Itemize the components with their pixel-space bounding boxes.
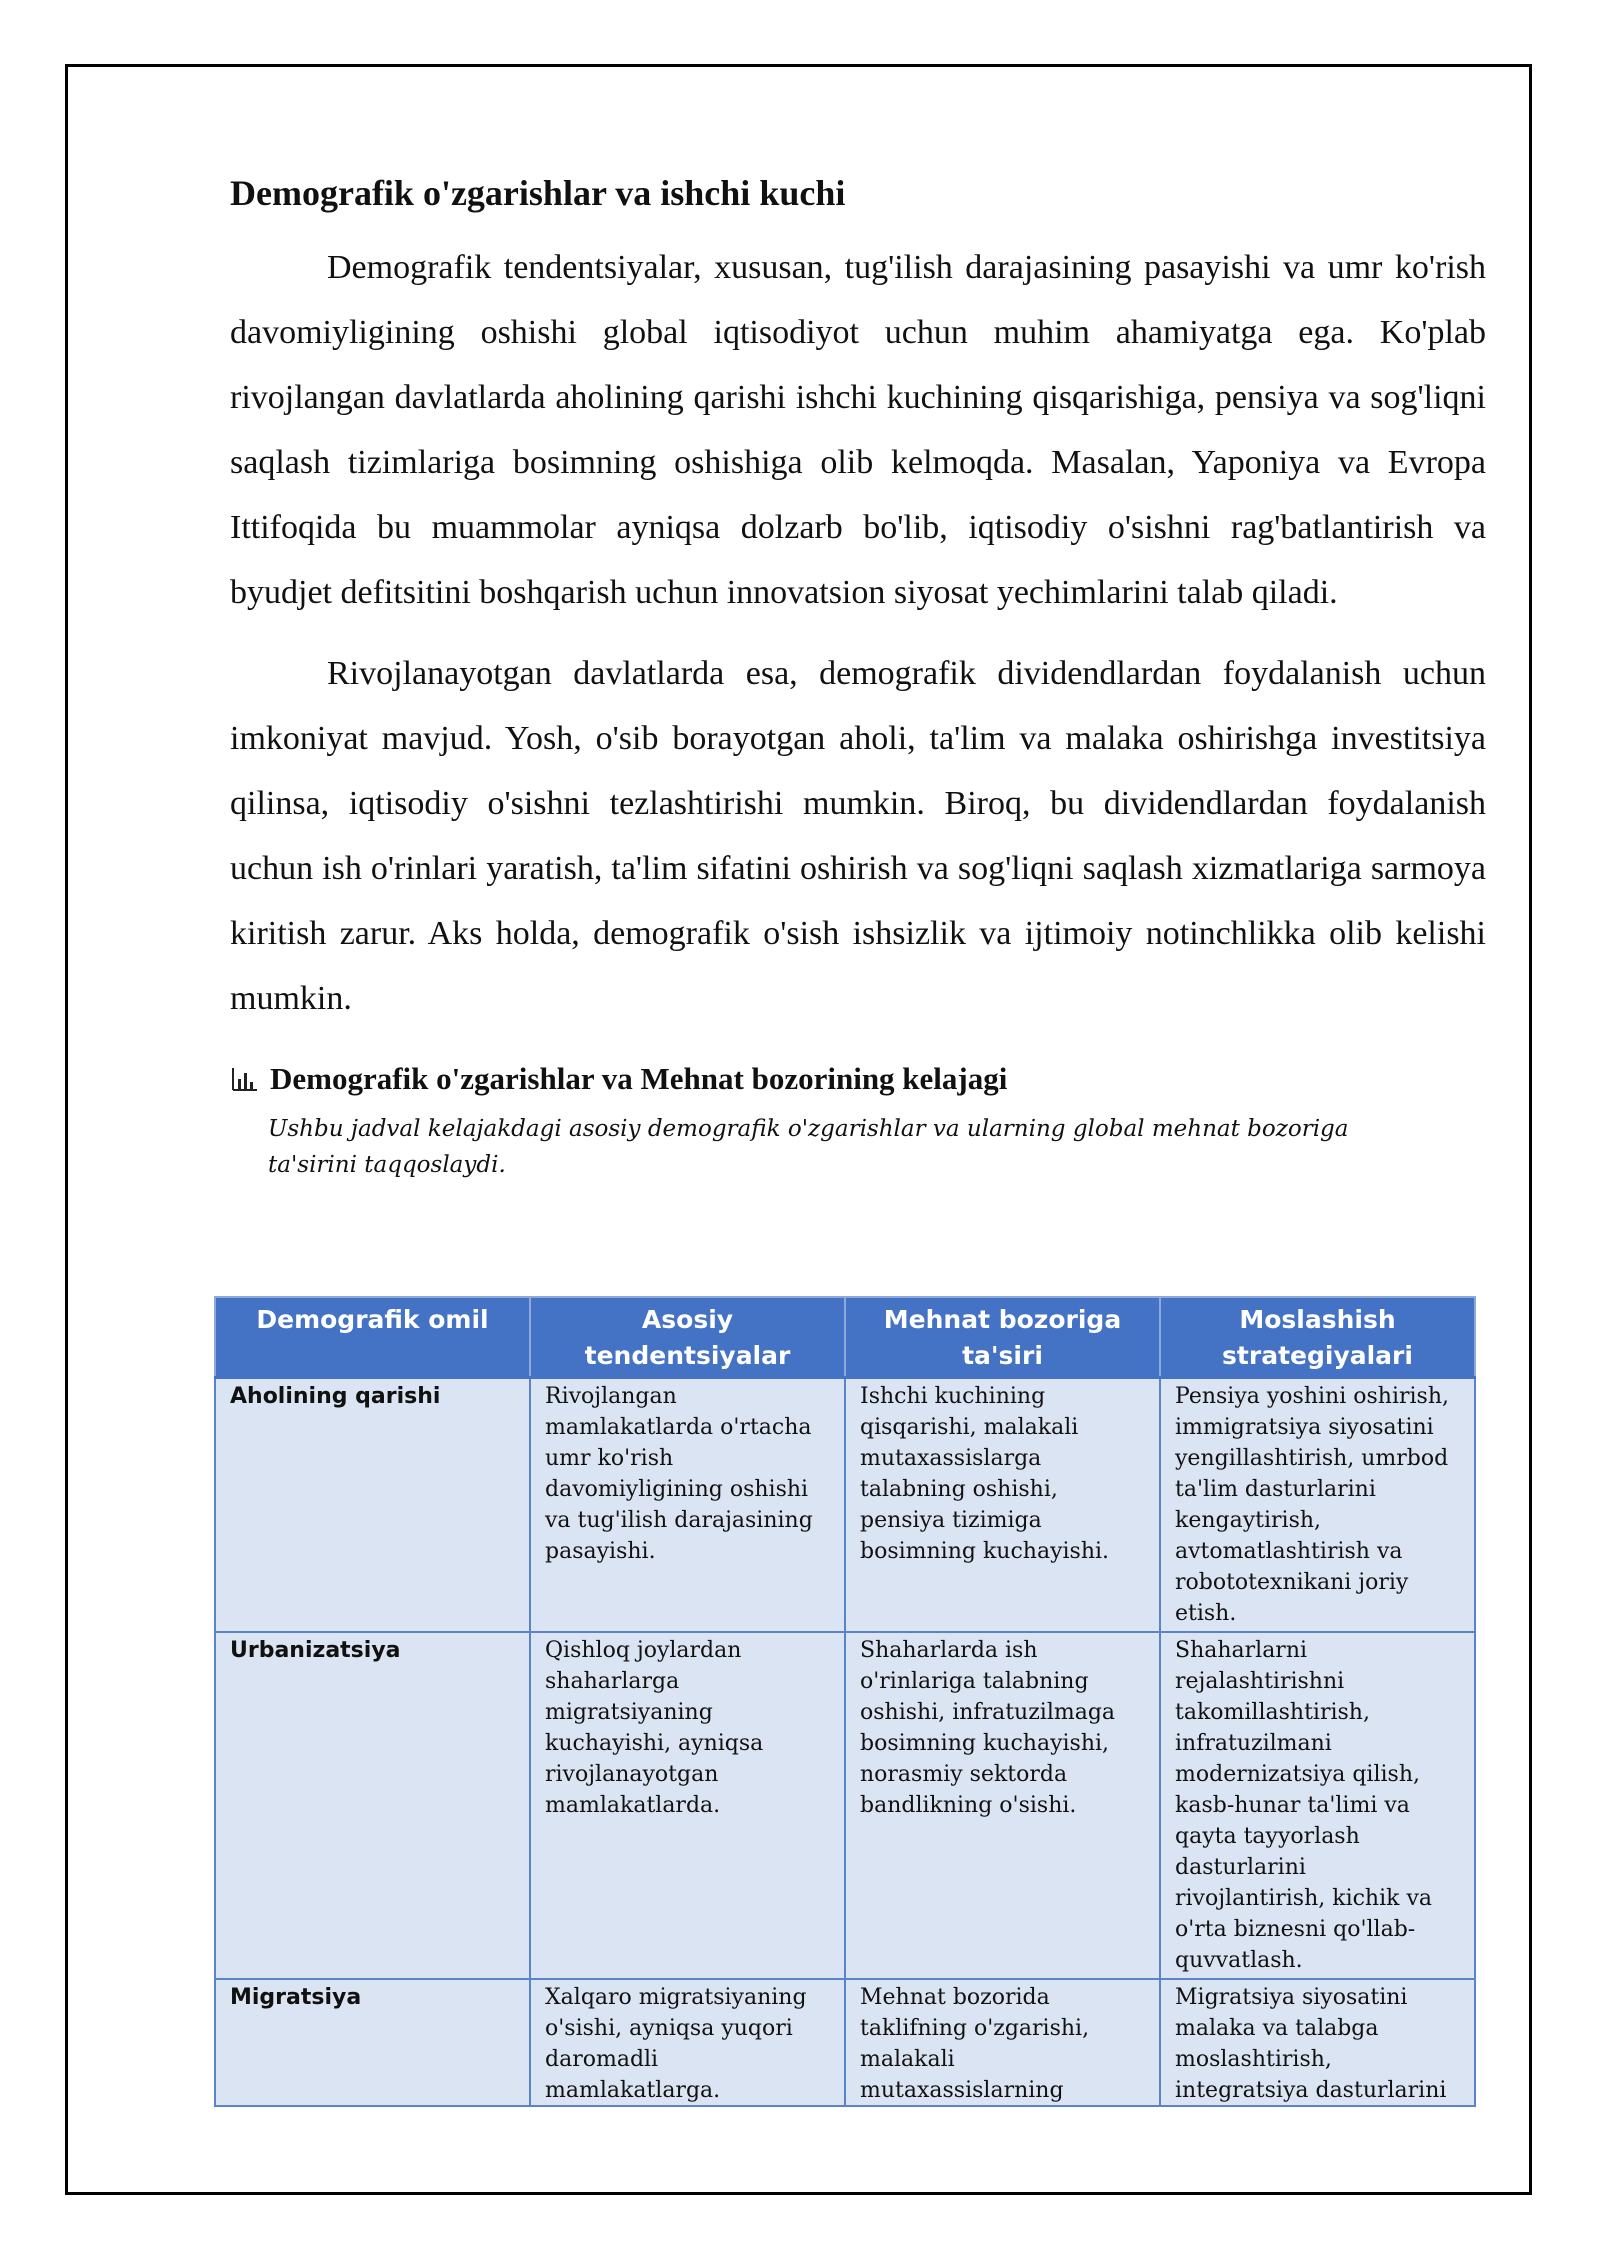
cell-text: Xalqaro migratsiyaning o'sishi, ayniqsa yuqori daromadli mamlakatlarga. <box>545 1985 807 2103</box>
table-cell: Shaharlarda ish o'rinlariga talabning oshishi, infratuzilmaga bosimning kuchayishi, norasmiy sektorda bandlikning o'sishi. <box>845 1632 1160 1979</box>
table-cell <box>1160 1979 1475 2106</box>
table-header-row <box>215 1297 1475 1378</box>
table-row <box>215 1979 1475 2106</box>
cell-text: Mehnat bozorida taklifning o'zgarishi, malakali mutaxassislarning <box>860 1985 1090 2103</box>
cell-text: Migratsiya <box>230 1985 362 2010</box>
header-cell: Demografik omil <box>215 1297 530 1378</box>
header-cell: Moslashish strategiyalari <box>1160 1297 1475 1378</box>
document-body <box>230 172 1486 1183</box>
paragraph-2: Rivojlanayotgan davlatlarda esa, demografik dividendlardan foydalanish uchun imkoniyat mavjud. Yosh, o'sib borayotgan aholi, ta'lim va malaka oshirishga investitsiya qilinsa, iqtisodiy o'sishni tezlashtirishi mumkin. Biroq, bu dividendlardan foydalanish uchun ish o'rinlari yaratish, ta'lim sifatini oshirish va sog'liqni saqlash xizmatlariga sarmoya kiritish zarur. Aks holda, demografik o'sish ishsizlik va ijtimoiy notinchlikka olib kelishi mumkin. <box>230 655 1486 1018</box>
table-row <box>215 1378 1475 1633</box>
table-cell: Rivojlangan mamlakatlarda o'rtacha umr ko'rish davomiyligining oshishi va tug'ilish darajasining pasayishi. <box>530 1378 845 1633</box>
table-cell-factor <box>215 1979 530 2106</box>
header-cell: Asosiy tendentsiyalar <box>530 1297 845 1378</box>
table-cell: Ishchi kuchining qisqarishi, malakali mutaxassislarga talabning oshishi, pensiya tizimiga bosimning kuchayishi. <box>845 1378 1160 1633</box>
table-cell <box>845 1979 1160 2106</box>
table-cell: Shaharlarni rejalashtirishni takomillashtirish, infratuzilmani modernizatsiya qilish, kasb-hunar ta'limi va qayta tayyorlash dasturlarini rivojlantirish, kichik va o'rta biznesni qo'llab-quvvatlash. <box>1160 1632 1475 1979</box>
table-cell-factor: Urbanizatsiya <box>215 1632 530 1979</box>
table-cell: Pensiya yoshini oshirish, immigratsiya siyosatini yengillashtirish, umrbod ta'lim dasturlarini kengaytirish, avtomatlashtirish va robototexnikani joriy etish. <box>1160 1378 1475 1633</box>
table-caption: Ushbu jadval kelajakdagi asosiy demografik o'zgarishlar va ularning global mehnat bozoriga ta'sirini taqqoslaydi. <box>268 1116 1349 1179</box>
header-cell: Mehnat bozoriga ta'siri <box>845 1297 1160 1378</box>
table-cell <box>530 1979 845 2106</box>
bar-chart-icon <box>230 1065 258 1093</box>
table-title-text: Demografik o'zgarishlar va Mehnat bozorining kelajagi <box>270 1061 1008 1097</box>
paragraph-1: Demografik tendentsiyalar, xususan, tug'ilish darajasining pasayishi va umr ko'rish davomiyligining oshishi global iqtisodiyot uchun muhim ahamiyatga ega. Ko'plab rivojlangan davlatlarda aholining qarishi ishchi kuchining qisqarishiga, pensiya va sog'liqni saqlash tizimlariga bosimning oshishiga olib kelmoqda. Masalan, Yaponiya va Evropa Ittifoqida bu muammolar ayniqsa dolzarb bo'lib, iqtisodiy o'sishni rag'batlantirish va byudjet defitsitini boshqarish uchun innovatsion siyosat yechimlarini talab qiladi. <box>230 249 1486 612</box>
cell-text: Migratsiya siyosatini malaka va talabga moslashtirish, integratsiya dasturlarini <box>1175 1985 1447 2103</box>
section-heading: Demografik o'zgarishlar va ishchi kuchi <box>230 173 846 213</box>
table-cell-factor: Aholining qarishi <box>215 1378 530 1633</box>
table-title <box>230 1061 1486 1097</box>
demographic-table <box>214 1296 1476 2107</box>
table-cell: Qishloq joylardan shaharlarga migratsiyaning kuchayishi, ayniqsa rivojlanayotgan mamlakatlarda. <box>530 1632 845 1979</box>
table-row <box>215 1632 1475 1979</box>
